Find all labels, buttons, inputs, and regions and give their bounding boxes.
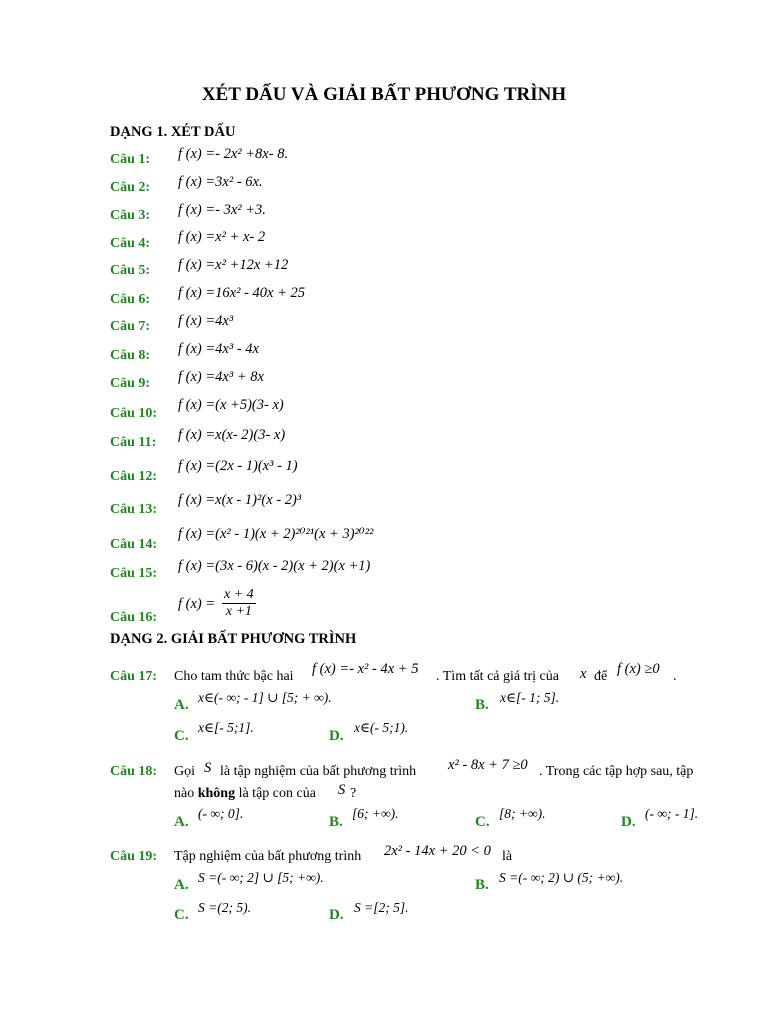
option-a-label: A. bbox=[174, 814, 189, 830]
question-expr-6: f (x) =16x² - 40x + 25 bbox=[178, 285, 305, 301]
option-c-19: S =(2; 5). bbox=[198, 900, 251, 915]
question-label-16: Câu 16: bbox=[110, 610, 158, 625]
option-b-17: x∈[- 1; 5]. bbox=[500, 690, 560, 705]
question-expr-3: f (x) =- 3x² +3. bbox=[178, 202, 266, 218]
question-label-12: Câu 12: bbox=[110, 469, 158, 484]
question-text-18a: Gọi bbox=[174, 764, 195, 779]
question-expr-7: f (x) =4x³ bbox=[178, 313, 234, 329]
option-b-19: S =(- ∞; 2) ∪ (5; +∞). bbox=[499, 870, 624, 885]
option-b-label: B. bbox=[475, 697, 489, 713]
question-label-17: Câu 17: bbox=[110, 669, 158, 684]
question-expr-15: f (x) =(3x - 6)(x - 2)(x + 2)(x +1) bbox=[178, 558, 371, 574]
option-a-19: S =(- ∞; 2] ∪ [5; +∞). bbox=[198, 870, 324, 885]
question-text-18d-prefix: nào bbox=[174, 786, 195, 801]
question-text-18c: . Trong các tập hợp sau, tập bbox=[539, 764, 694, 779]
option-d-label: D. bbox=[621, 814, 636, 830]
question-expr-1: f (x) =- 2x² +8x- 8. bbox=[178, 146, 289, 162]
question-expr-12: f (x) =(2x - 1)(x³ - 1) bbox=[178, 458, 298, 474]
fraction-denominator: x +1 bbox=[225, 604, 252, 619]
question-text-18d-bold: không bbox=[197, 786, 236, 801]
question-expr-4: f (x) =x² + x- 2 bbox=[178, 229, 266, 245]
question-label-15: Câu 15: bbox=[110, 566, 158, 581]
option-d-label: D. bbox=[329, 728, 344, 744]
question-text-19a: Tập nghiệm của bất phương trình bbox=[174, 849, 362, 864]
question-label-5: Câu 5: bbox=[110, 263, 151, 278]
option-c-label: C. bbox=[475, 814, 490, 830]
question-text-18d-suffix: là tập con của bbox=[238, 786, 316, 801]
question-math-18c: S bbox=[338, 782, 346, 798]
page-title: XÉT DẤU VÀ GIẢI BẤT PHƯƠNG TRÌNH bbox=[201, 84, 567, 105]
option-a-label: A. bbox=[174, 877, 189, 893]
question-math-18b: x² - 8x + 7 ≥0 bbox=[448, 757, 528, 773]
question-math-17a: f (x) =- x² - 4x + 5 bbox=[312, 661, 419, 677]
option-d-17: x∈(- 5;1). bbox=[354, 720, 409, 735]
question-label-7: Câu 7: bbox=[110, 319, 151, 334]
option-a-18: (- ∞; 0]. bbox=[198, 806, 244, 821]
option-d-19: S =[2; 5]. bbox=[354, 900, 409, 915]
question-label-8: Câu 8: bbox=[110, 348, 151, 363]
question-label-13: Câu 13: bbox=[110, 502, 158, 517]
question-math-17c: f (x) ≥0 bbox=[617, 661, 660, 677]
question-expr-2: f (x) =3x² - 6x. bbox=[178, 174, 263, 190]
question-label-1: Câu 1: bbox=[110, 152, 151, 167]
question-text-17a: Cho tam thức bậc hai bbox=[174, 669, 294, 684]
option-a-17: x∈(- ∞; - 1] ∪ [5; + ∞). bbox=[198, 690, 332, 705]
question-text-19b: là bbox=[502, 849, 513, 864]
fraction bbox=[222, 587, 256, 620]
question-label-6: Câu 6: bbox=[110, 292, 151, 307]
question-expr-5: f (x) =x² +12x +12 bbox=[178, 257, 289, 273]
question-label-10: Câu 10: bbox=[110, 406, 158, 421]
option-b-18: [6; +∞). bbox=[352, 806, 399, 821]
section-heading-1: DẠNG 1. XÉT DẤU bbox=[110, 124, 236, 140]
question-label-14: Câu 14: bbox=[110, 537, 158, 552]
question-expr-13: f (x) =x(x - 1)²(x - 2)³ bbox=[178, 492, 302, 508]
question-text-18e: ? bbox=[350, 786, 357, 801]
option-c-label: C. bbox=[174, 728, 189, 744]
question-math-18a: S bbox=[204, 760, 212, 776]
question-label-11: Câu 11: bbox=[110, 435, 157, 450]
option-b-label: B. bbox=[475, 877, 489, 893]
question-expr-8: f (x) =4x³ - 4x bbox=[178, 341, 259, 357]
option-c-17: x∈[- 5;1]. bbox=[198, 720, 254, 735]
question-label-19: Câu 19: bbox=[110, 849, 158, 864]
question-expr-14: f (x) =(x² - 1)(x + 2)²⁰²¹(x + 3)²⁰²² bbox=[178, 526, 374, 542]
question-expr-9: f (x) =4x³ + 8x bbox=[178, 369, 264, 385]
option-c-label: C. bbox=[174, 907, 189, 923]
option-b-label: B. bbox=[329, 814, 343, 830]
question-label-9: Câu 9: bbox=[110, 376, 151, 391]
question-text-18b: là tập nghiệm của bất phương trình bbox=[220, 764, 417, 779]
question-math-19a: 2x² - 14x + 20 < 0 bbox=[384, 843, 491, 859]
question-math-17b: x bbox=[580, 666, 587, 682]
section-heading-2: DẠNG 2. GIẢI BẤT PHƯƠNG TRÌNH bbox=[110, 631, 357, 647]
option-d-label: D. bbox=[329, 907, 344, 923]
question-label-2: Câu 2: bbox=[110, 180, 151, 195]
question-text-17c: để bbox=[594, 669, 608, 684]
question-text-17d: . bbox=[673, 669, 677, 684]
question-expr-11: f (x) =x(x- 2)(3- x) bbox=[178, 427, 286, 443]
question-label-18: Câu 18: bbox=[110, 764, 158, 779]
question-expr-16-lhs: f (x) = bbox=[178, 596, 216, 612]
option-a-label: A. bbox=[174, 697, 189, 713]
question-text-17b: . Tìm tất cả giá trị của bbox=[436, 669, 559, 684]
fraction-numerator: x + 4 bbox=[224, 587, 254, 602]
question-label-4: Câu 4: bbox=[110, 236, 151, 251]
question-text-18d bbox=[174, 786, 316, 802]
question-label-3: Câu 3: bbox=[110, 208, 151, 223]
option-c-18: [8; +∞). bbox=[499, 806, 546, 821]
option-d-18: (- ∞; - 1]. bbox=[645, 806, 699, 821]
question-expr-10: f (x) =(x +5)(3- x) bbox=[178, 397, 284, 413]
